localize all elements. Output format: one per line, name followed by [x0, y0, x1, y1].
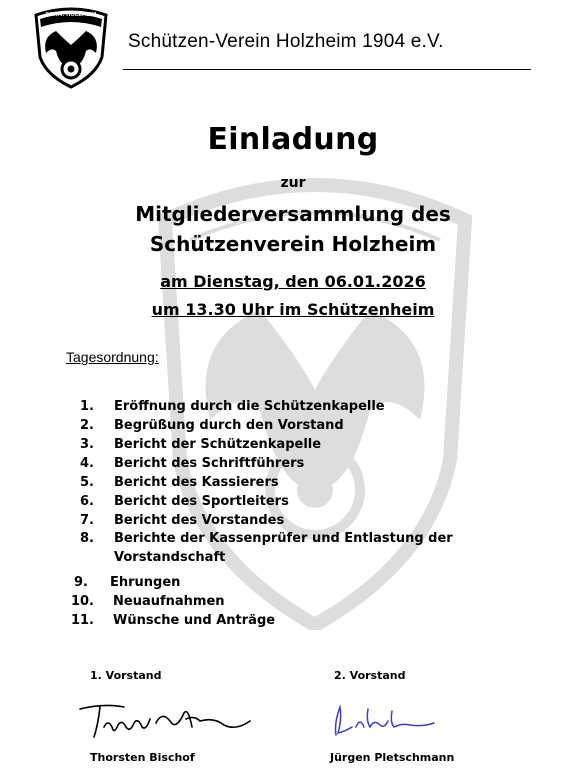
subtitle-line-1: Mitgliederversammlung des [135, 202, 451, 226]
meeting-time-place: um 13.30 Uhr im Schützenheim [151, 300, 435, 319]
item-text: Neuaufnahmen [113, 594, 225, 609]
item-number: 11. [70, 613, 94, 628]
logo-text: SCH.V. HOLZHEIM [45, 12, 97, 18]
first-chair-role: 1. Vorstand [90, 669, 162, 682]
subtitle-line-2: Schützenverein Holzheim [149, 232, 437, 256]
item-text: Wünsche und Anträge [113, 613, 276, 628]
item-text: Eröffnung durch die Schützenkapelle [114, 399, 385, 414]
first-chair-name: Thorsten Bischof [90, 751, 195, 764]
second-chair-role: 2. Vorstand [334, 669, 406, 682]
club-name: Schützen-Verein Holzheim 1904 e.V. [128, 31, 444, 52]
item-text: Ehrungen [110, 575, 181, 590]
item-number: 1. [80, 399, 94, 414]
item-number: 7. [80, 513, 94, 528]
item-text: Bericht des Vorstandes [114, 513, 285, 528]
item-text: Bericht des Kassierers [114, 475, 279, 490]
item-text: Berichte der Kassenprüfer und Entlastung der [114, 531, 453, 546]
item-text: Begrüßung durch den Vorstand [114, 418, 344, 433]
page-title: Einladung [207, 122, 379, 157]
item-number: 2. [80, 418, 94, 433]
meeting-date: am Dienstag, den 06.01.2026 [160, 272, 426, 291]
second-chair-signature-icon [326, 697, 446, 741]
item-number: 4. [80, 456, 94, 471]
agenda-label: Tagesordnung: [66, 349, 159, 365]
item-number: 3. [80, 437, 94, 452]
item-number: 10. [70, 594, 94, 609]
item-number: 6. [80, 494, 94, 509]
second-chair-name: Jürgen Pletschmann [330, 751, 455, 764]
item-number: 8. [80, 531, 94, 546]
item-number: 9. [74, 575, 88, 590]
item-text: Bericht des Sportleiters [114, 494, 289, 509]
item-text: Bericht der Schützenkapelle [114, 437, 322, 452]
title-connector: zur [280, 175, 306, 191]
header-divider [123, 69, 531, 70]
first-chair-signature-icon [74, 697, 254, 741]
item-text-continued: Vorstandschaft [114, 550, 226, 565]
item-text: Bericht des Schriftführers [114, 456, 305, 471]
item-number: 5. [80, 475, 94, 490]
